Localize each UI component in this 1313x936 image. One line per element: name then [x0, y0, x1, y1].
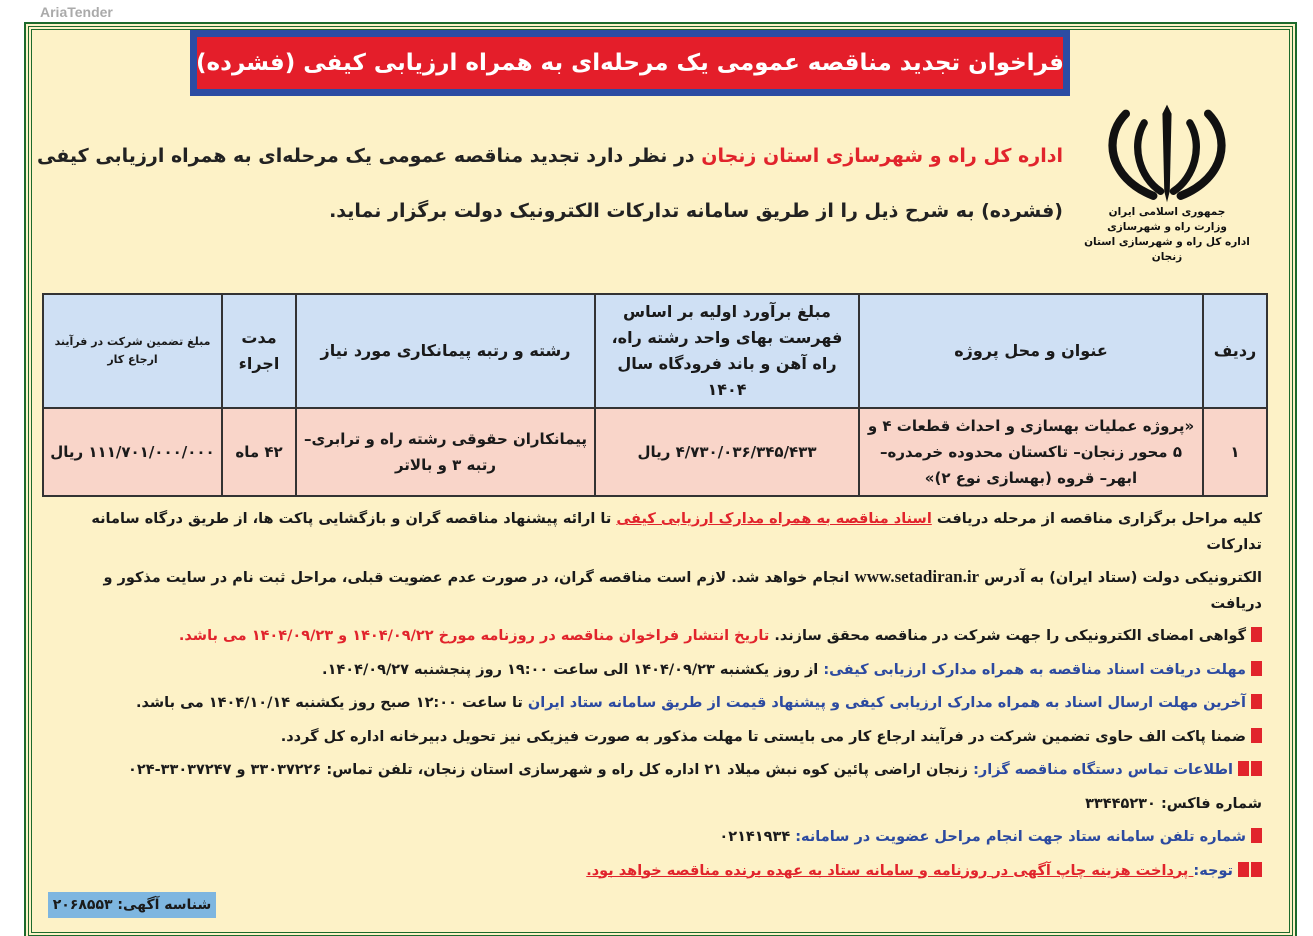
bullet-icon [1251, 627, 1262, 642]
paragraph-6 [48, 721, 1262, 755]
ad-title: فراخوان تجدید مناقصه عمومی یک مرحله‌ای به همراه ارزیابی کیفی (فشرده) [197, 37, 1063, 89]
header-estimate: مبلغ برآورد اولیه بر اساس فهرست بهای واحد رشته راه، راه آهن و باند فرودگاه سال ۱۴۰۴ [595, 294, 859, 408]
bullet-icon [1251, 828, 1262, 843]
cell-project-title: «پروژه عملیات بهسازی و احداث قطعات ۴ و ۵ محور زنجان– تاکستان محدوده خرمدره– ابهر– قروه (بهسازی نوع ۲)» [859, 408, 1203, 496]
header-row-number: ردیف [1203, 294, 1267, 408]
text: کلیه مراحل برگزاری مناقصه از مرحله دریافت [931, 511, 1262, 527]
label: مهلت دریافت اسناد مناقصه به همراه مدارک ارزیابی کیفی: [823, 661, 1246, 678]
paragraph-4 [48, 654, 1262, 688]
text: الکترونیکی دولت (ستاد ایران) به آدرس [979, 570, 1262, 586]
title-banner [190, 30, 1070, 96]
cell-duration: ۴۲ ماه [222, 408, 296, 496]
bullet-icon [1238, 862, 1249, 877]
logo-line-2: وزارت راه و شهرسازی [1107, 221, 1227, 233]
ad-id-badge: شناسه آگهی: ۲۰۶۸۵۵۳ [48, 892, 216, 918]
logo-line-1: جمهوری اسلامی ایران [1108, 206, 1226, 218]
bullet-icon [1251, 661, 1262, 676]
paragraph-7 [48, 754, 1262, 788]
documents-highlight: اسناد مناقصه به همراه مدارک ارزیابی کیفی [616, 511, 932, 527]
text: زنجان اراضی پائین کوه نبش میلاد ۲۱ اداره کل راه و شهرسازی استان زنجان، تلفن تماس: ۳۳۰۳۷۲۲۶ و ۳۳۰۳۷۲۴۷-۰۲۴ [128, 762, 974, 778]
bullet-icon [1251, 694, 1262, 709]
paragraph-9 [48, 821, 1262, 855]
content-flow [42, 293, 1268, 888]
logo-line-3: اداره کل راه و شهرسازی استان زنجان [1084, 236, 1250, 263]
text: از روز یکشنبه ۱۴۰۴/۰۹/۲۳ الی ساعت ۱۹:۰۰ روز پنجشنبه ۱۴۰۴/۰۹/۲۷. [322, 661, 824, 678]
ad-body [42, 503, 1268, 888]
bullet-icon [1251, 761, 1262, 776]
cell-contractor-field: پیمانکاران حقوقی رشته راه و ترابری– رتبه ۳ و بالاتر [296, 408, 595, 496]
bullet-icon [1251, 728, 1262, 743]
paragraph-10 [48, 855, 1262, 889]
header-duration: مدت اجراء [222, 294, 296, 408]
setadiran-link[interactable]: www.setadiran.ir [854, 567, 980, 586]
label: اطلاعات تماس دستگاه مناقصه گزار: [973, 762, 1233, 778]
cell-estimate: ۴/۷۳۰/۰۳۶/۳۴۵/۴۳۳ ریال [595, 408, 859, 496]
label: آخرین مهلت ارسال اسناد به همراه مدارک ارزیابی کیفی و پیشنهاد قیمت از طریق سامانه ستاد ایران [527, 695, 1246, 711]
intro-line-2: (فشرده) به شرح ذیل را از طریق سامانه تدارکات الکترونیک دولت برگزار نماید. [329, 200, 1063, 222]
label: شماره تلفن سامانه ستاد جهت انجام مراحل عضویت در سامانه: [795, 829, 1246, 845]
watermark: AriaTender [40, 4, 113, 20]
cell-guarantee: ۱۱۱/۷۰۱/۰۰۰/۰۰۰ ریال [43, 408, 222, 496]
text: تا ساعت ۱۲:۰۰ صبح روز یکشنبه ۱۴۰۴/۱۰/۱۴ می باشد. [135, 695, 528, 711]
intro-text-1: در نظر دارد تجدید مناقصه عمومی یک مرحله‌ای به همراه ارزیابی کیفی [37, 145, 702, 167]
paragraph-8: شماره فاکس: ۳۳۴۴۵۲۳۰ [1085, 795, 1262, 812]
text: گواهی امضای الکترونیکی را جهت شرکت در مناقصه محقق سازند. [769, 628, 1246, 644]
emblem-block [1082, 100, 1252, 265]
text: انجام خواهد شد. لازم است مناقصه گران، در صورت عدم عضویت قبلی، مراحل ثبت نام در سایت مذکور و دریافت [103, 570, 1262, 612]
label: توجه: [1193, 862, 1233, 879]
tender-table [42, 293, 1268, 497]
text: ضمنا پاکت الف حاوی تضمین شرکت در فرآیند ارجاع کار می بایستی تا مهلت مذکور به صورت فیزیکی نیز تحویل دبیرخانه اداره کل گردد. [280, 728, 1246, 745]
table-header-row [43, 294, 1267, 408]
bullet-icon [1238, 761, 1249, 776]
publish-date: تاریخ انتشار فراخوان مناقصه در روزنامه مورخ ۱۴۰۴/۰۹/۲۲ و ۱۴۰۴/۰۹/۲۳ می باشد. [178, 628, 770, 644]
header-contractor-field: رشته و رتبه پیمانکاری مورد نیاز [296, 294, 595, 408]
paragraph-5 [48, 687, 1262, 721]
intro-line-1 [33, 145, 1063, 167]
header-guarantee: مبلغ تضمین شرکت در فرآیند ارجاع کار [43, 294, 222, 408]
bullet-icon [1251, 862, 1262, 877]
paragraph-3 [48, 620, 1262, 654]
text: تا ارائه پیشنهاد مناقصه گران و بازگشایی پاکت ها، از طریق درگاه سامانه تدارکات [91, 511, 1262, 553]
org-name: اداره کل راه و شهرسازی استان زنجان [701, 145, 1063, 167]
table-row [43, 408, 1267, 496]
note-text: پرداخت هزینه چاپ آگهی در روزنامه و سامانه ستاد به عهده برنده مناقصه خواهد بود. [586, 862, 1194, 879]
paragraph-1 [48, 503, 1262, 561]
cell-row-number: ۱ [1203, 408, 1267, 496]
text: ۰۲۱۴۱۹۳۴ [719, 829, 796, 845]
header-project-title: عنوان و محل پروژه [859, 294, 1203, 408]
iran-emblem-icon [1092, 100, 1242, 205]
paragraph-2 [48, 561, 1262, 620]
